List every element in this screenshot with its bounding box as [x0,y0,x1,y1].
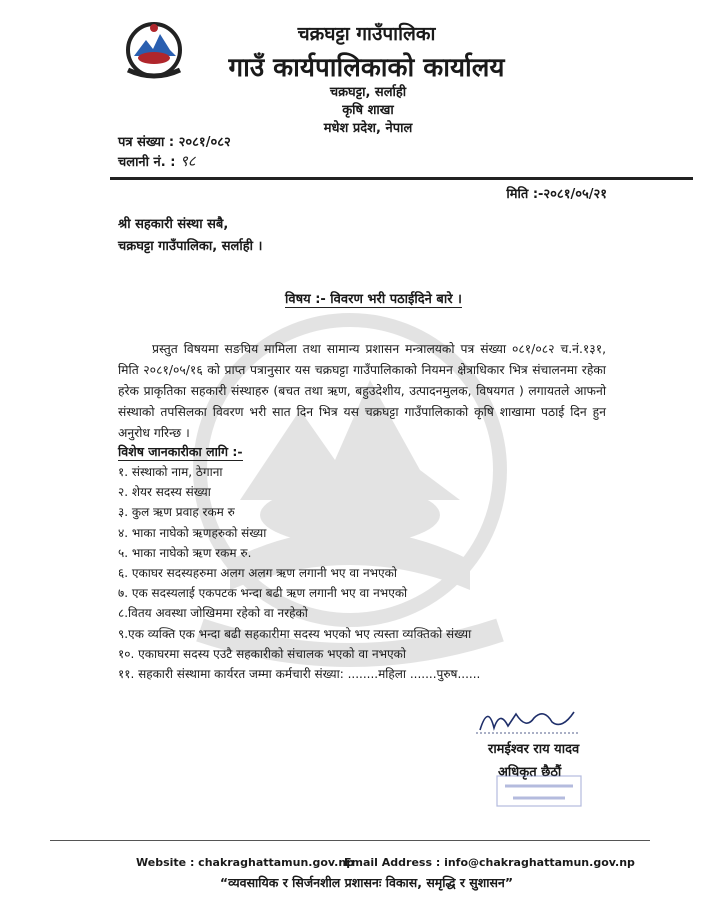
letter-number-row [118,134,231,152]
letter-date: मिति :-२०८१/०५/२१ [506,187,607,202]
list-item: ५. भाका नाघेको ऋण रकम रु. [118,545,252,560]
dispatch-number-label: चलानी नं. : [118,155,176,170]
municipality-name: चक्रघट्टा गाउँपालिका [297,23,436,45]
footer-divider [50,840,650,841]
reference-block [118,134,231,172]
list-item: ११. सहकारी संस्थामा कार्यरत जम्मा कर्मचारी संख्या: ........महिला .......पुरुष...... [118,667,481,682]
list-item: १. संस्थाको नाम, ठेगाना [118,465,223,479]
footer-email: Email Address : info@chakraghattamun.gov.np [344,856,635,869]
letter-number: २०८१/०८२ [178,135,231,150]
office-location: चक्रघट्टा, सर्लाही [329,85,407,100]
dispatch-number-row [118,152,231,172]
addressee-line-1: श्री सहकारी संस्था सबै, [118,217,229,232]
signatory-name: रामईश्वर राय यादव [488,742,580,757]
handwritten-signature [470,700,590,736]
list-item: ४. भाका नाघेको ऋणहरुको संख्या [118,525,267,540]
office-name: गाउँ कार्यपालिकाको कार्यालय [228,53,505,83]
list-item: ९.एक व्यक्ति एक भन्दा बढी सहकारीमा सदस्य भएको भए त्यस्ता व्यक्तिको संख्या [118,626,472,641]
subject-text: विषय :- विवरण भरी पठाईदिने बारे । [285,292,462,307]
dispatch-number: ९८ [179,152,196,170]
list-item: ८.वितय अवस्था जोखिममा रहेको वा नरहेको [118,606,308,621]
list-item: ६. एकाघर सदस्यहरुमा अलग अलग ऋण लगानी भए वा नभएको [118,566,397,581]
letter-number-label: पत्र संख्या : [118,135,175,150]
office-province: मधेश प्रदेश, नेपाल [323,121,413,136]
footer-website: Website : chakraghattamun.gov.np [136,856,355,869]
list-item: २. शेयर सदस्य संख्या [118,485,211,500]
list-item: ३. कुल ऋण प्रवाह रकम रु [118,505,235,520]
body-paragraph: प्रस्तुत विषयमा सङघिय मामिला तथा सामान्य प्रशासन मन्त्रालयको पत्र संख्या ०८१/०८२ च.नं.१३१, मिति २०८१/०५/१६ को प्राप्त पत्रानुसार यस चक्रघट्टा गाउँपालिकाको नियमन क्षेत्राधिकार भित्र संचालनमा रहेका हरेक प्राकृतिका सहकारी संस्थाहरु (बचत तथा ऋण, बहुउदेशीय, उत्पादनमुलक, विषयगत ) लगायतले आफनो संस्थाको तपसिलका विवरण भरी सात दिन भित्र यस चक्रघट्टा गाउँपालिकाको कृषि शाखामा पठाई दिन हुन अनुरोध गरिन्छ । [118,342,606,440]
signatory-title: अधिकृत छैठौं [498,765,562,780]
list-item: ७. एक सदस्यलाई एकपटक भन्दा बढी ऋण लगानी भए वा नभएको [118,586,408,601]
addressee-block [118,214,262,258]
header-divider [110,177,693,180]
office-address [318,84,418,138]
official-stamp [495,774,583,808]
info-list-title: विशेष जानकारीका लागि :- [118,444,243,459]
list-item: १०. एकाघरमा सदस्य एउटै सहकारीको संचालक भएको वा नभएको [118,646,406,661]
addressee-line-2: चक्रघट्टा गाउँपालिका, सर्लाही । [118,239,263,254]
subject-line [0,289,703,307]
footer-slogan: “व्यवसायिक र सिर्जनशील प्रशासनः विकास, समृद्धि र सुशासन” [219,875,514,890]
office-section: कृषि शाखा [342,103,394,118]
info-list [118,462,480,684]
